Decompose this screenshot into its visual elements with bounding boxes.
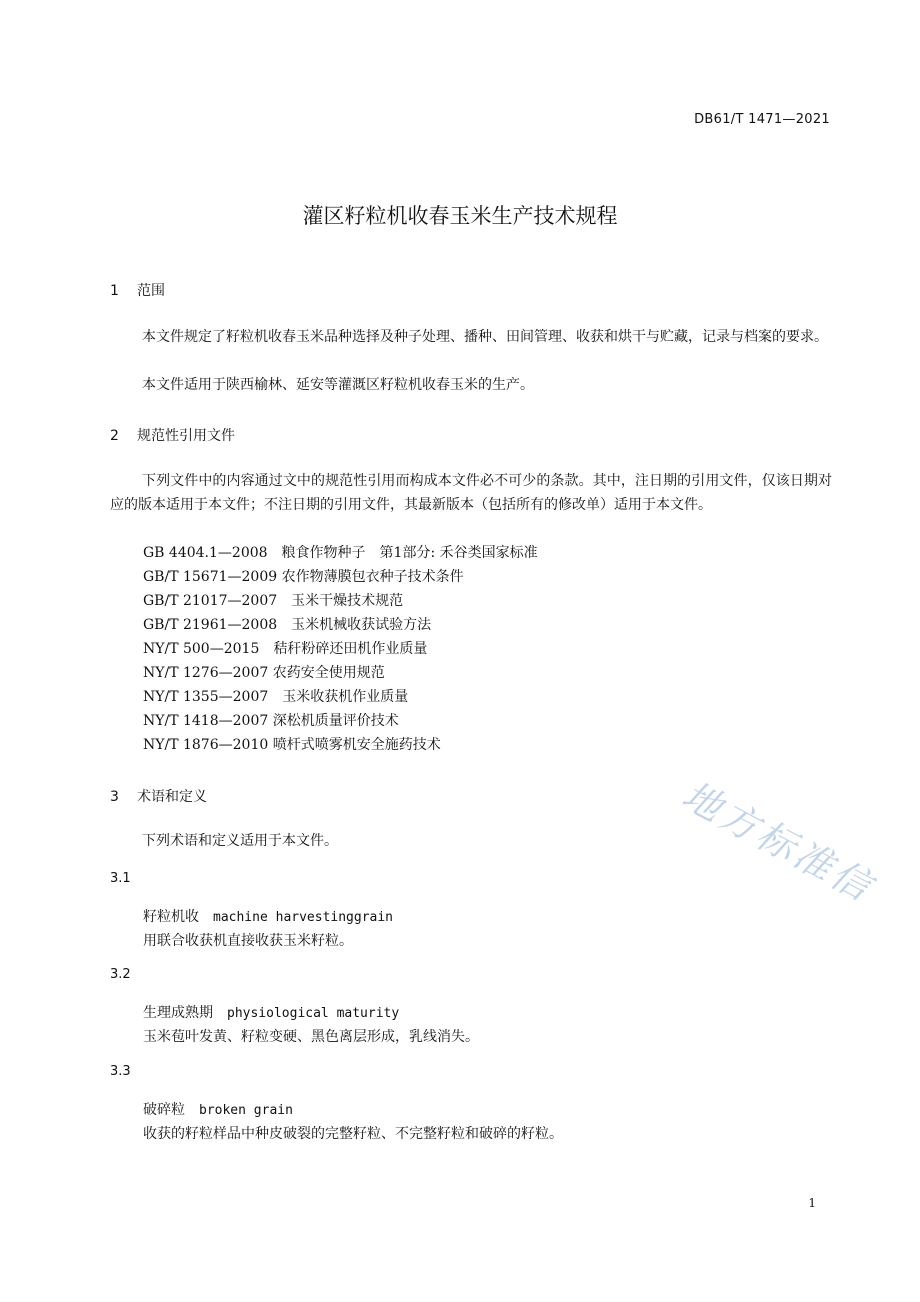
reference-item: GB/T 15671—2009 农作物薄膜包衣种子技术条件 [143, 569, 464, 585]
page-number: 1 [808, 1196, 816, 1210]
term-entry [143, 906, 393, 926]
section-number: 3 [110, 789, 119, 805]
term-english: machine harvestinggrain [213, 910, 394, 925]
document-title: 灌区籽粒机收春玉米生产技术规程 [302, 204, 618, 228]
term-definition: 玉米苞叶发黄、籽粒变硬、黑色离层形成，乳线消失。 [143, 1029, 479, 1045]
term-chinese: 籽粒机收 [143, 909, 199, 925]
section-title: 范围 [137, 283, 165, 299]
references-intro-paragraph: 下列文件中的内容通过文中的规范性引用而构成本文件必不可少的条款。其中，注日期的引用文件，仅该日期对应的版本适用于本文件；不注日期的引用文件，其最新版本（包括所有的修改单）适用于本文件。 [110, 473, 832, 513]
reference-item: NY/T 1355—2007 玉米收获机作业质量 [143, 689, 409, 705]
section-number: 2 [110, 428, 119, 444]
reference-item: GB 4404.1—2008 粮食作物种子 第1部分: 禾谷类国家标准 [143, 545, 538, 561]
term-definition: 收获的籽粒样品中种皮破裂的完整籽粒、不完整籽粒和破碎的籽粒。 [143, 1126, 563, 1142]
term-english: physiological maturity [227, 1006, 400, 1021]
section-title: 规范性引用文件 [137, 428, 235, 444]
section-heading-terms [110, 786, 207, 806]
scope-paragraph-1: 本文件规定了籽粒机收春玉米品种选择及种子处理、播种、田间管理、收获和烘干与贮藏，记录与档案的要求。 [142, 329, 828, 345]
term-chinese: 破碎粒 [143, 1102, 185, 1118]
reference-item: NY/T 1276—2007 农药安全使用规范 [143, 665, 385, 681]
term-entry [143, 1099, 293, 1119]
reference-item: GB/T 21017—2007 玉米干燥技术规范 [143, 593, 404, 609]
term-english: broken grain [199, 1103, 293, 1118]
term-chinese: 生理成熟期 [143, 1005, 213, 1021]
reference-item: NY/T 500—2015 秸秆粉碎还田机作业质量 [143, 641, 428, 657]
section-heading-normative-references [110, 425, 235, 445]
section-title: 术语和定义 [137, 789, 207, 805]
reference-item: NY/T 1418—2007 深松机质量评价技术 [143, 713, 399, 729]
section-heading-scope [110, 280, 165, 300]
term-entry [143, 1002, 399, 1022]
term-definition: 用联合收获机直接收获玉米籽粒。 [143, 933, 353, 949]
term-number: 3.1 [110, 871, 131, 886]
term-number: 3.2 [110, 967, 131, 982]
watermark: 地方标准信 [675, 772, 882, 911]
reference-item: NY/T 1876—2010 喷杆式喷雾机安全施药技术 [143, 737, 441, 753]
term-number: 3.3 [110, 1064, 131, 1079]
section-number: 1 [110, 283, 119, 299]
document-number: DB61/T 1471—2021 [694, 112, 830, 127]
terms-intro-paragraph: 下列术语和定义适用于本文件。 [142, 833, 338, 849]
reference-item: GB/T 21961—2008 玉米机械收获试验方法 [143, 617, 432, 633]
scope-paragraph-2: 本文件适用于陕西榆林、延安等灌溉区籽粒机收春玉米的生产。 [142, 377, 534, 393]
